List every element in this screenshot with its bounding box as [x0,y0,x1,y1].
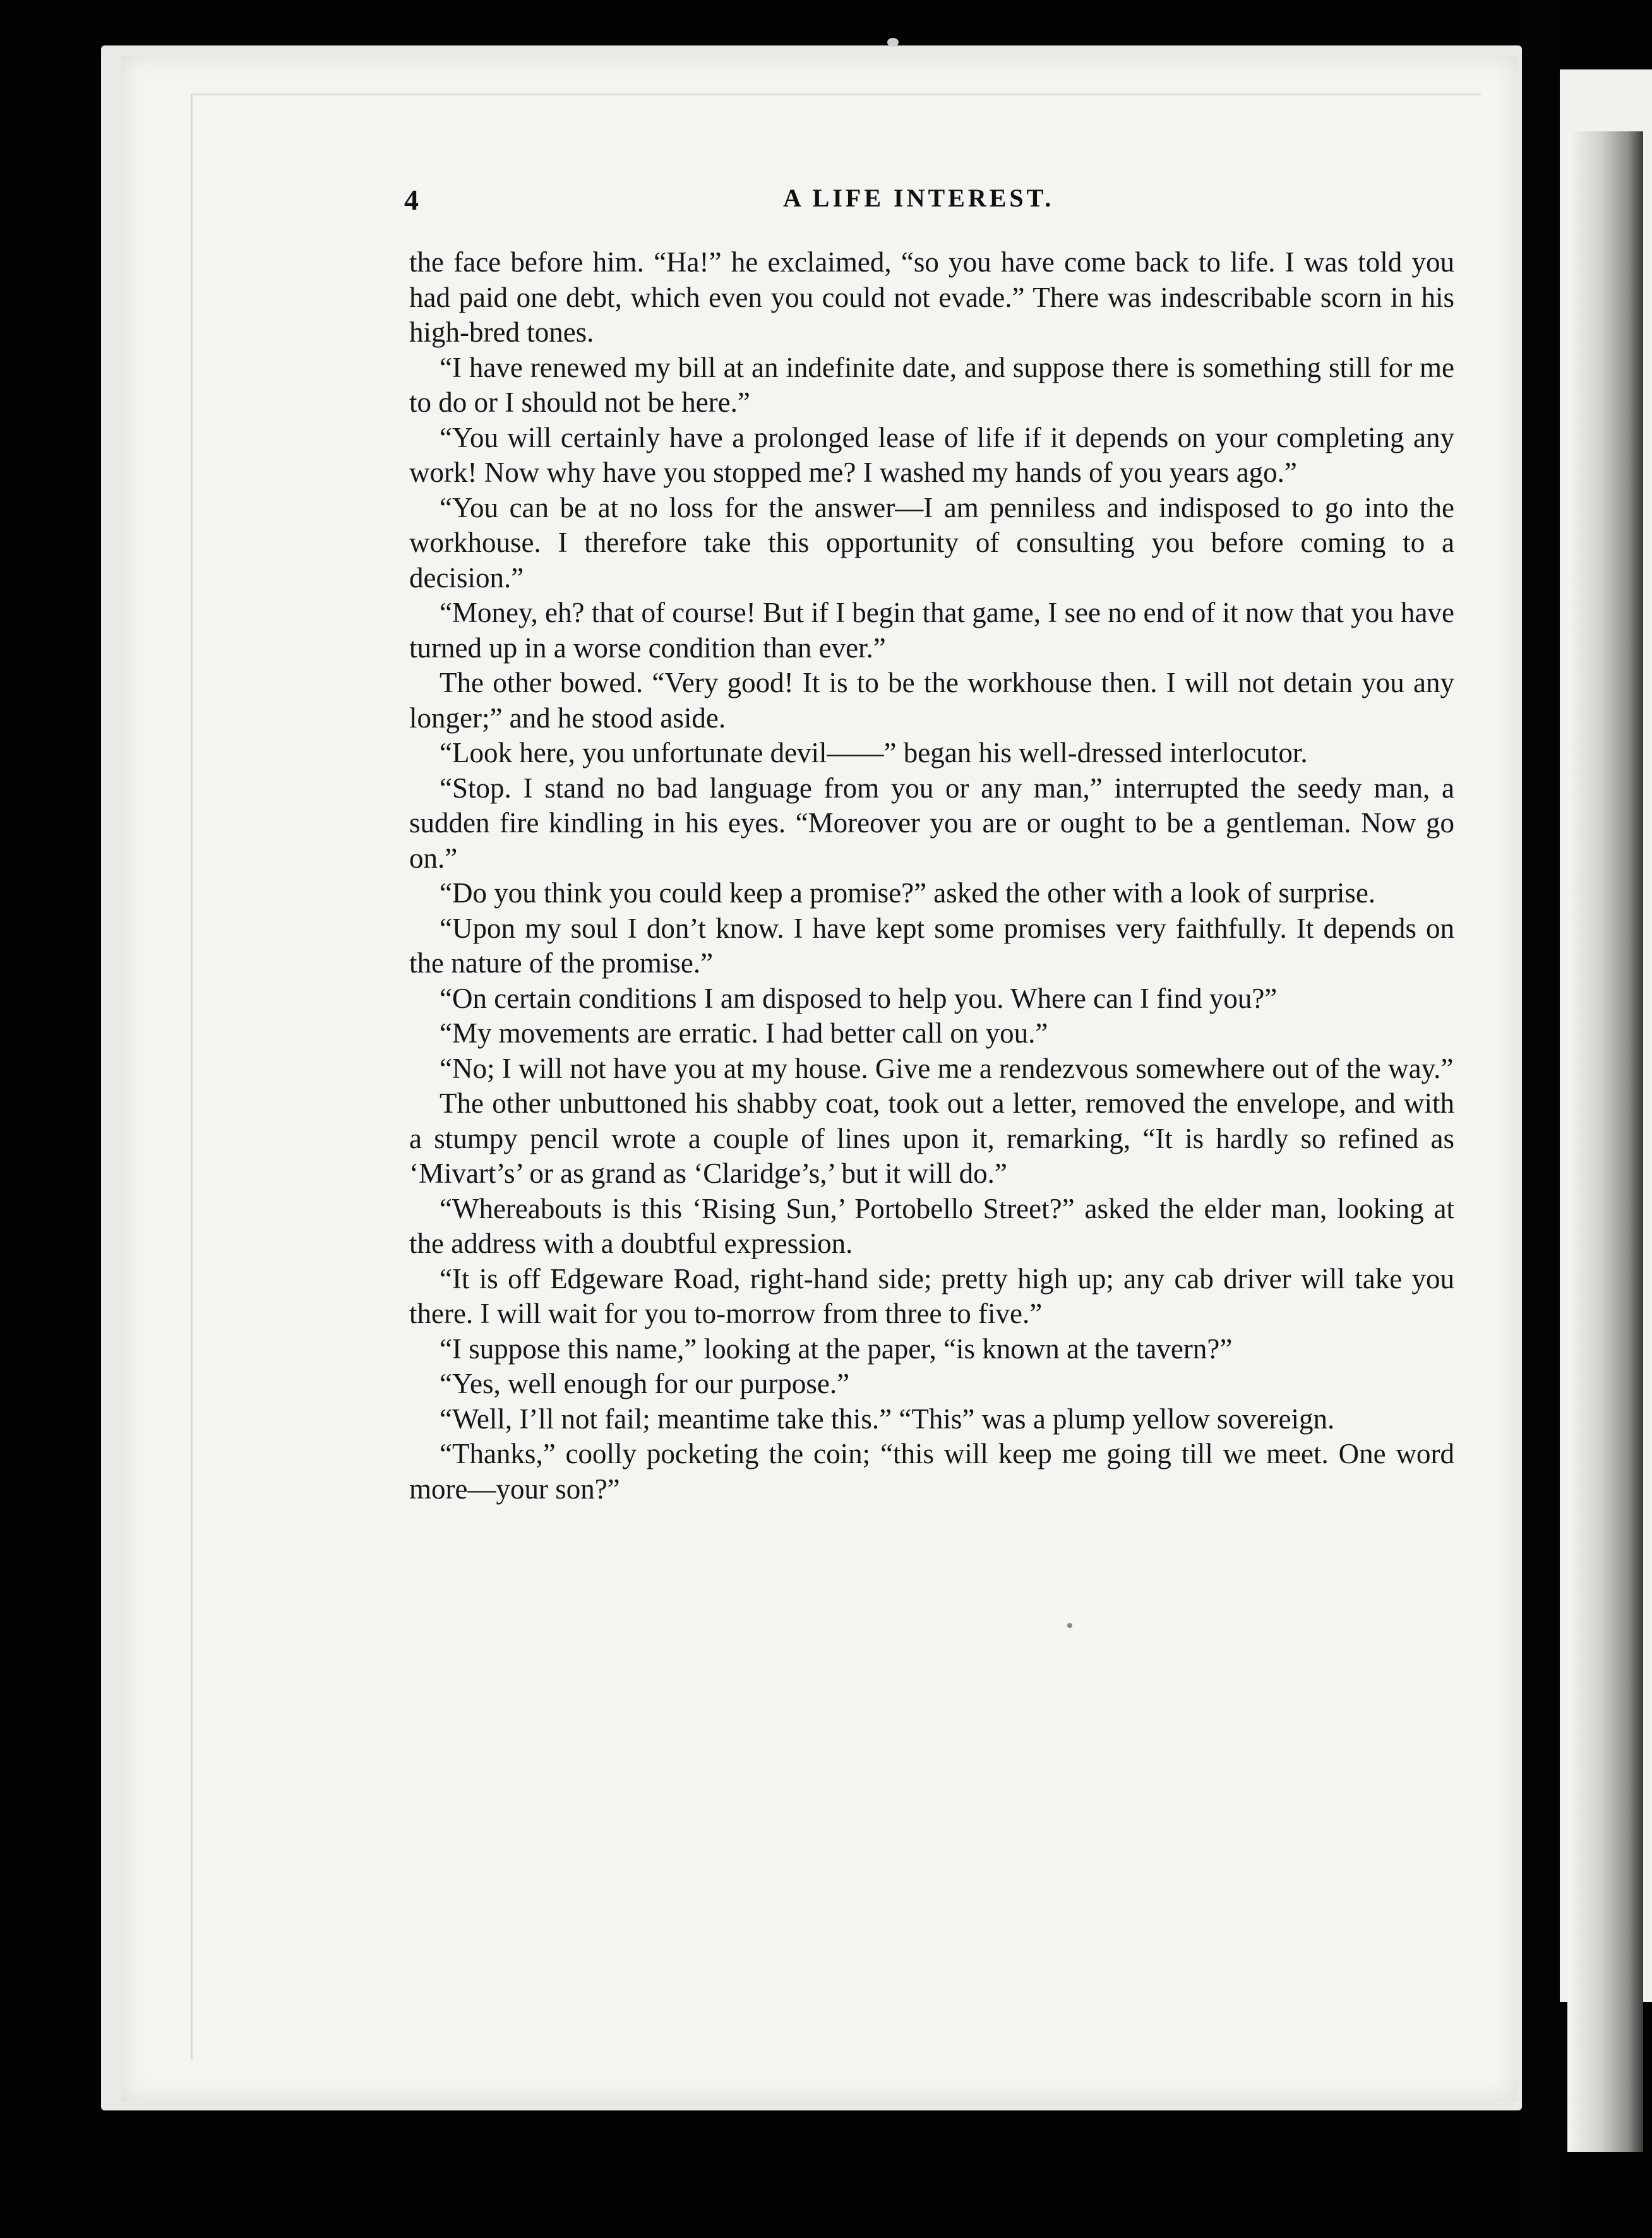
scan-speck [887,38,899,47]
body-text [409,245,1454,1507]
paragraph: “Look here, you unfortunate devil——” began his well-dressed interlocutor. [440,737,1308,769]
paragraph: “Do you think you could keep a promise?” asked the other with a look of surprise. [440,877,1376,909]
paragraph: The other bowed. “Very good! It is to be the workhouse then. I will not detain you any longer;” and he stood aside. [409,667,1454,734]
page-gutter-shading [1567,131,1643,2152]
paragraph: “Thanks,” coolly pocketing the coin; “this will keep me going till we meet. One word more—your son?” [409,1438,1454,1505]
running-title: A LIFE INTEREST. [783,184,1055,212]
paragraph: “Whereabouts is this ‘Rising Sun,’ Portobello Street?” asked the elder man, looking at the address with a doubtful expression. [409,1192,1454,1259]
paragraph: “No; I will not have you at my house. Give me a rendezvous somewhere out of the way.” [440,1052,1454,1084]
book-spine-shadow [1522,0,1560,2238]
paragraph: “I suppose this name,” looking at the paper, “is known at the tavern?” [440,1332,1233,1365]
paragraph: “On certain conditions I am disposed to help you. Where can I find you?” [440,982,1278,1014]
paragraph: “Well, I’ll not fail; meantime take this.” “This” was a plump yellow sovereign. [440,1403,1335,1435]
paragraph: “It is off Edgeware Road, right-hand side; pretty high up; any cab driver will take you there. I will wait for you to-morrow from three to five.” [409,1262,1454,1329]
paragraph: “Stop. I stand no bad language from you or any man,” interrupted the seedy man, a sudden fire kindling in his eyes. “Moreover you are or ought to be a gentleman. Now go on.” [409,772,1454,874]
scan-speck [1067,1623,1072,1628]
page-number: 4 [404,184,419,216]
paragraph: “My movements are erratic. I had better call on you.” [440,1017,1048,1049]
paragraph: “You can be at no loss for the answer—I am penniless and indisposed to go into the workhouse. I therefore take this opportunity of consulting you before coming to a decision.” [409,491,1454,594]
paragraph: The other unbuttoned his shabby coat, took out a letter, removed the envelope, and with a stumpy pencil wrote a couple of lines upon it, remarking, “It is hardly so refined as ‘Mivart’s’ or as grand as ‘Claridge’s,’ but it will do.” [409,1087,1454,1189]
paragraph: “Upon my soul I don’t know. I have kept some promises very faithfully. It depends on the nature of the promise.” [409,912,1454,979]
paragraph: the face before him. “Ha!” he exclaimed, “so you have come back to life. I was told you had paid one debt, which even you could not evade.” There was indescribable scorn in his high-bred tones. [409,246,1454,348]
paragraph: “You will certainly have a prolonged lease of life if it depends on your completing any work! Now why have you stopped me? I washed my hands of you years ago.” [409,421,1454,488]
paragraph: “Yes, well enough for our purpose.” [440,1368,850,1399]
paragraph: “Money, eh? that of course! But if I begin that game, I see no end of it now that you have turned up in a worse condition than ever.” [409,597,1454,664]
paragraph: “I have renewed my bill at an indefinite date, and suppose there is something still for me to do or I should not be here.” [409,351,1454,418]
